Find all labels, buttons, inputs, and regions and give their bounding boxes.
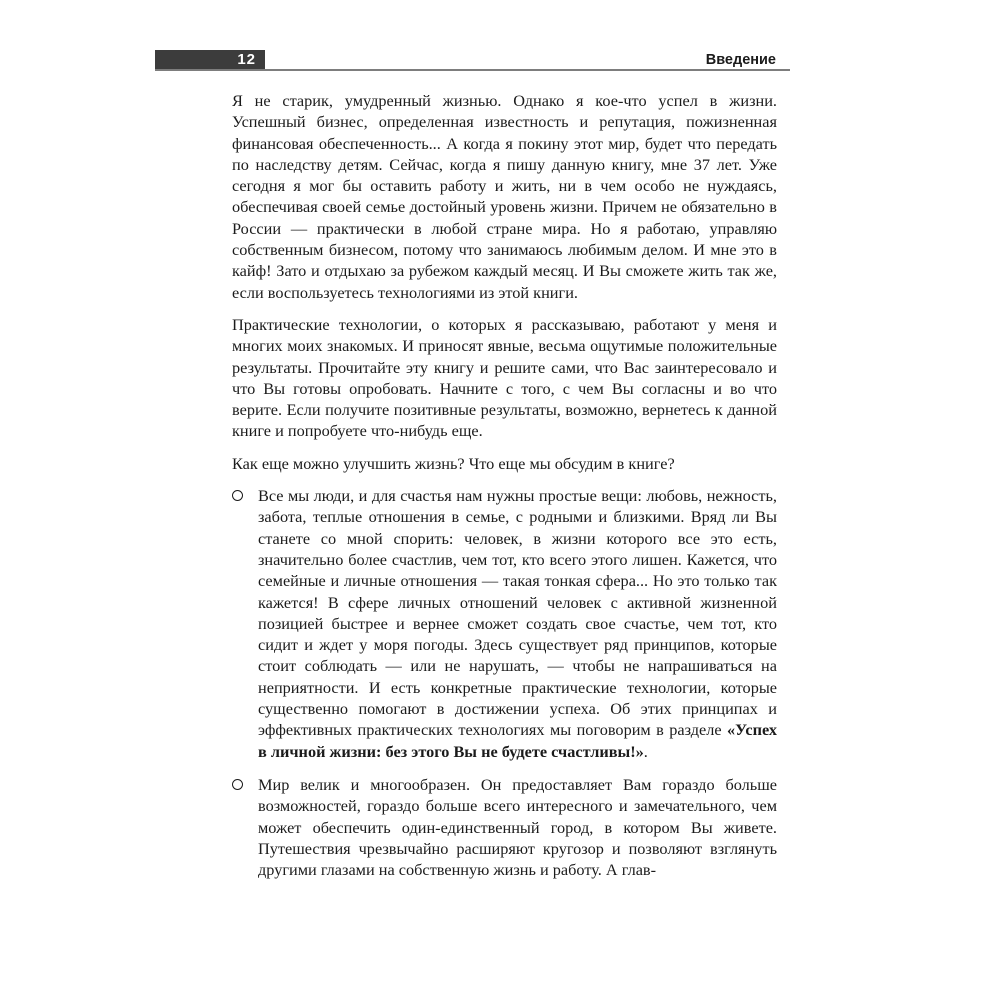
bullet-text-regular: Мир велик и многообразен. Он предоставляет Вам гораздо больше возможностей, гораздо больше всего интересного и замечательного, чем может обеспечить один-единственный город, в котором Вы живете. Путешествия чрезвычайно расширяют кругозор и позволяют взглянуть другими глазами на собственную жизнь и работу. А глав-: [258, 774, 777, 880]
page-header: [155, 50, 790, 70]
paragraph: Практические технологии, о которых я рассказываю, работают у меня и многих моих знакомых. И приносят явные, весьма ощутимые положительные результаты. Прочитайте эту книгу и решите сами, что Вас заинтересовало и что Вы готовы опробовать. Начните с того, с чем Вы согласны и во что верите. Если получите позитивные результаты, возможно, вернетесь к данной книге и попробуете что-нибудь еще.: [232, 314, 777, 441]
page-number: 12: [237, 51, 256, 68]
circle-bullet-icon: [232, 485, 258, 762]
page-body: [232, 90, 777, 892]
list-item: [232, 485, 777, 762]
bullet-text: [258, 485, 777, 762]
header-rule: [155, 69, 790, 71]
bullet-text: [258, 774, 777, 880]
running-head-title: Введение: [705, 52, 776, 68]
page-number-box: [155, 50, 265, 70]
circle-bullet-glyph: [232, 779, 243, 790]
bullet-text-regular: Все мы люди, и для счастья нам нужны простые вещи: любовь, нежность, забота, теплые отношения в семье, с родными и близкими. Вряд ли Вы станете со мной спорить: человек, в жизни которого все это есть, значительно более счастлив, чем тот, кто всего этого лишен. Кажется, что семейные и личные отношения — такая тонкая сфера... Но это только так кажется! В сфере личных отношений человек с активной жизненной позицией быстрее и вернее сможет создать свое счастье, чем тот, кто сидит и ждет у моря погоды. Здесь существует ряд принципов, которые стоит соблюдать — или не нарушать, — чтобы не напрашиваться на неприятности. И есть конкретные практические технологии, которые существенно помогают в достижении успеха. Об этих принципах и эффективных практических технологиях мы поговорим в разделе: [258, 486, 777, 740]
list-item: [232, 774, 777, 880]
circle-bullet-icon: [232, 774, 258, 880]
bullet-text-bold: «Успех в личной жизни: без этого Вы не будете счастливы!»: [258, 720, 777, 761]
bullet-text-after: .: [643, 741, 648, 761]
circle-bullet-glyph: [232, 490, 243, 501]
paragraph: Я не старик, умудренный жизнью. Однако я кое-что успел в жизни. Успешный бизнес, определенная известность и репутация, пожизненная финансовая обеспеченность... А когда я покину этот мир, будет что передать по наследству детям. Сейчас, когда я пишу данную книгу, мне 37 лет. Уже сегодня я мог бы оставить работу и жить, ни в чем особо не нуждаясь, обеспечивая своей семье достойный уровень жизни. Причем не обязательно в России — практически в любой стране мира. Но я работаю, управляю собственным бизнесом, потому что занимаюсь любимым делом. И мне это в кайф! Зато и отдыхаю за рубежом каждый месяц. И Вы сможете жить так же, если воспользуетесь технологиями из этой книги.: [232, 91, 777, 302]
question-paragraph: Как еще можно улучшить жизнь? Что еще мы обсудим в книге?: [232, 453, 675, 473]
